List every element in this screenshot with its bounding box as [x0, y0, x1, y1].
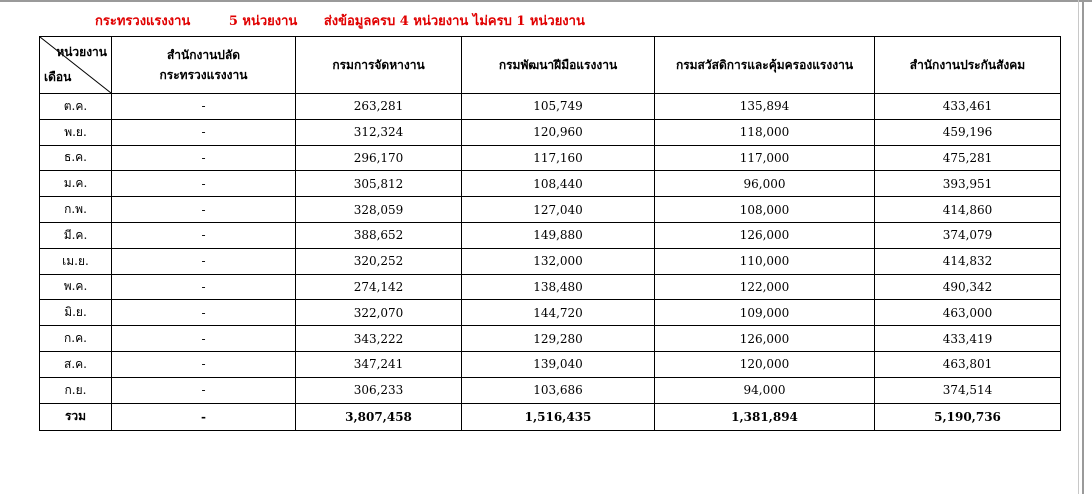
header-line: สำนักงานปลัด — [166, 48, 241, 62]
skill-dev-cell: 105,749 — [462, 94, 655, 120]
skill-dev-cell: 144,720 — [462, 300, 655, 326]
employment-cell: 347,241 — [296, 351, 462, 377]
month-cell: ม.ค. — [40, 171, 112, 197]
month-cell: มี.ค. — [40, 222, 112, 248]
title-ministry: กระทรวงแรงงาน — [95, 14, 191, 29]
scrollbar-edge — [1082, 0, 1084, 494]
permanent-secretary-cell: - — [112, 222, 296, 248]
header-employment-dept: กรมการจัดหางาน — [296, 37, 462, 94]
welfare-cell: 120,000 — [655, 351, 875, 377]
total-permanent-secretary-cell: - — [112, 403, 296, 430]
table-row — [40, 274, 1061, 300]
header-line: กระทรวงแรงงาน — [159, 68, 248, 82]
employment-cell: 263,281 — [296, 94, 462, 120]
employment-cell: 322,070 — [296, 300, 462, 326]
header-social-security: สำนักงานประกันสังคม — [875, 37, 1061, 94]
employment-cell: 388,652 — [296, 222, 462, 248]
total-row — [40, 403, 1061, 430]
permanent-secretary-cell: - — [112, 197, 296, 223]
table-row — [40, 300, 1061, 326]
corner-bottom-label: เดือน — [44, 70, 72, 84]
skill-dev-cell: 149,880 — [462, 222, 655, 248]
employment-cell: 306,233 — [296, 377, 462, 403]
table-row — [40, 377, 1061, 403]
skill-dev-cell: 129,280 — [462, 326, 655, 352]
permanent-secretary-cell: - — [112, 171, 296, 197]
permanent-secretary-cell: - — [112, 119, 296, 145]
table-header-row — [40, 37, 1061, 94]
welfare-cell: 94,000 — [655, 377, 875, 403]
social-security-cell: 463,000 — [875, 300, 1061, 326]
skill-dev-cell: 120,960 — [462, 119, 655, 145]
total-month-cell: รวม — [40, 403, 112, 430]
permanent-secretary-cell: - — [112, 351, 296, 377]
welfare-cell: 96,000 — [655, 171, 875, 197]
header-permanent-secretary — [112, 37, 296, 94]
title-count: 5 หน่วยงาน — [228, 14, 298, 29]
month-cell: ก.ค. — [40, 326, 112, 352]
report-title — [95, 10, 585, 32]
social-security-cell: 374,514 — [875, 377, 1061, 403]
permanent-secretary-cell: - — [112, 300, 296, 326]
welfare-cell: 108,000 — [655, 197, 875, 223]
employment-cell: 320,252 — [296, 248, 462, 274]
table-row — [40, 222, 1061, 248]
title-summary: ส่งข้อมูลครบ 4 หน่วยงาน ไม่ครบ 1 หน่วยงาน — [323, 14, 585, 29]
month-cell: มิ.ย. — [40, 300, 112, 326]
social-security-cell: 414,860 — [875, 197, 1061, 223]
month-cell: ธ.ค. — [40, 145, 112, 171]
total-skill-dev-cell: 1,516,435 — [462, 403, 655, 430]
welfare-cell: 110,000 — [655, 248, 875, 274]
table-row — [40, 145, 1061, 171]
employment-cell: 274,142 — [296, 274, 462, 300]
employment-cell: 328,059 — [296, 197, 462, 223]
employment-cell: 312,324 — [296, 119, 462, 145]
welfare-cell: 135,894 — [655, 94, 875, 120]
welfare-cell: 117,000 — [655, 145, 875, 171]
month-cell: ก.พ. — [40, 197, 112, 223]
header-welfare-dept: กรมสวัสดิการและคุ้มครองแรงงาน — [655, 37, 875, 94]
permanent-secretary-cell: - — [112, 145, 296, 171]
skill-dev-cell: 132,000 — [462, 248, 655, 274]
permanent-secretary-cell: - — [112, 248, 296, 274]
data-table — [39, 36, 1061, 431]
social-security-cell: 433,461 — [875, 94, 1061, 120]
month-cell: พ.ย. — [40, 119, 112, 145]
permanent-secretary-cell: - — [112, 274, 296, 300]
permanent-secretary-cell: - — [112, 94, 296, 120]
skill-dev-cell: 139,040 — [462, 351, 655, 377]
permanent-secretary-cell: - — [112, 377, 296, 403]
table-row — [40, 171, 1061, 197]
welfare-cell: 126,000 — [655, 326, 875, 352]
skill-dev-cell: 138,480 — [462, 274, 655, 300]
social-security-cell: 374,079 — [875, 222, 1061, 248]
welfare-cell: 109,000 — [655, 300, 875, 326]
permanent-secretary-cell: - — [112, 326, 296, 352]
table-row — [40, 326, 1061, 352]
corner-header-cell — [40, 37, 112, 94]
employment-cell: 305,812 — [296, 171, 462, 197]
welfare-cell: 122,000 — [655, 274, 875, 300]
social-security-cell: 433,419 — [875, 326, 1061, 352]
corner-top-label: หน่วยงาน — [56, 45, 107, 59]
month-cell: ต.ค. — [40, 94, 112, 120]
social-security-cell: 414,832 — [875, 248, 1061, 274]
social-security-cell: 459,196 — [875, 119, 1061, 145]
skill-dev-cell: 103,686 — [462, 377, 655, 403]
employment-cell: 296,170 — [296, 145, 462, 171]
social-security-cell: 490,342 — [875, 274, 1061, 300]
table-row — [40, 248, 1061, 274]
skill-dev-cell: 117,160 — [462, 145, 655, 171]
window-top-border — [0, 0, 1092, 2]
skill-dev-cell: 127,040 — [462, 197, 655, 223]
month-cell: ส.ค. — [40, 351, 112, 377]
table-row — [40, 351, 1061, 377]
total-social-security-cell: 5,190,736 — [875, 403, 1061, 430]
total-welfare-cell: 1,381,894 — [655, 403, 875, 430]
social-security-cell: 393,951 — [875, 171, 1061, 197]
table-row — [40, 197, 1061, 223]
month-cell: เม.ย. — [40, 248, 112, 274]
welfare-cell: 126,000 — [655, 222, 875, 248]
welfare-cell: 118,000 — [655, 119, 875, 145]
table-row — [40, 119, 1061, 145]
total-employment-cell: 3,807,458 — [296, 403, 462, 430]
month-cell: พ.ค. — [40, 274, 112, 300]
social-security-cell: 463,801 — [875, 351, 1061, 377]
window-right-border — [1078, 0, 1079, 494]
header-skill-dev-dept: กรมพัฒนาฝีมือแรงงาน — [462, 37, 655, 94]
header-label — [160, 48, 248, 82]
employment-cell: 343,222 — [296, 326, 462, 352]
month-cell: ก.ย. — [40, 377, 112, 403]
skill-dev-cell: 108,440 — [462, 171, 655, 197]
social-security-cell: 475,281 — [875, 145, 1061, 171]
table-row — [40, 94, 1061, 120]
